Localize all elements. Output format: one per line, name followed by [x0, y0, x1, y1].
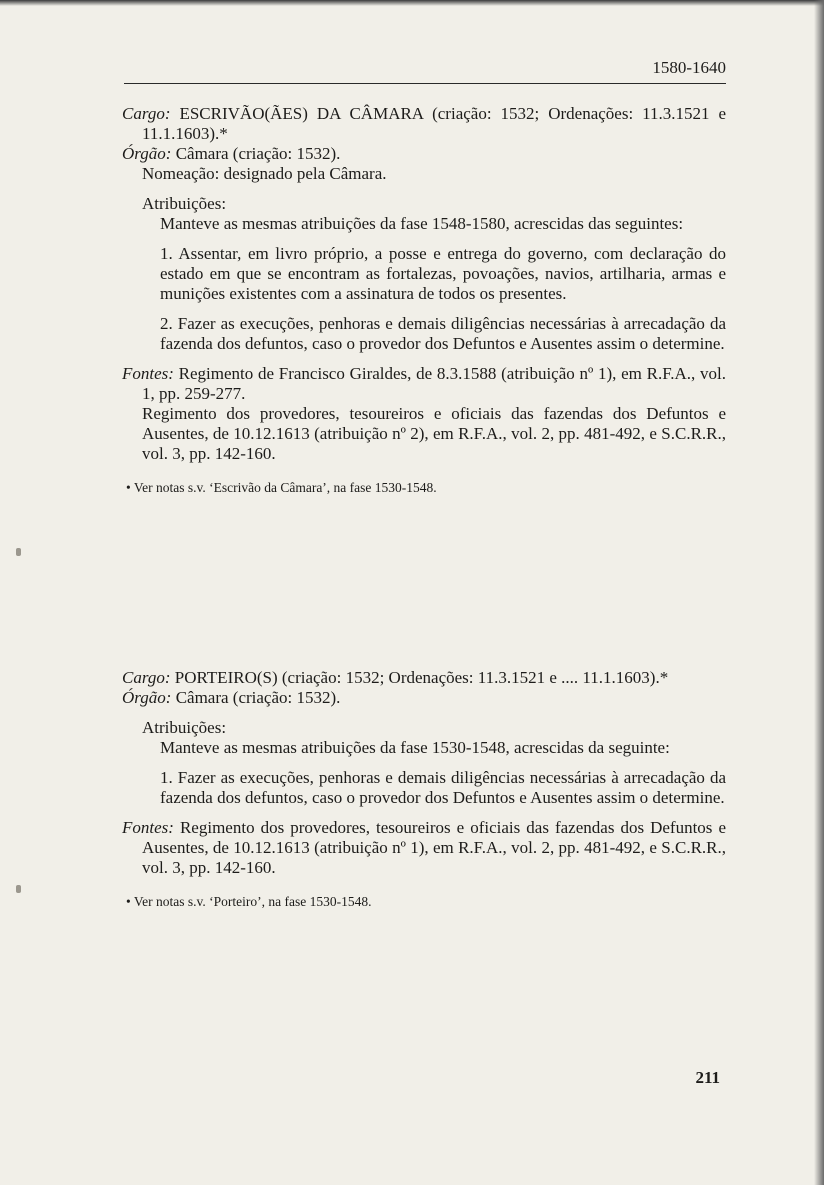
- nomeacao-line: Nomeação: designado pela Câmara.: [142, 164, 387, 183]
- scan-speck: [16, 548, 21, 556]
- atribuicoes-intro: Manteve as mesmas atribuições da fase 1548-1580, acrescidas das seguintes:: [160, 214, 684, 233]
- entry-porteiro: [122, 668, 726, 912]
- orgao-text: Câmara (criação: 1532).: [175, 688, 341, 707]
- atribuicoes-heading: Atribuições:: [142, 718, 227, 737]
- orgao-label: Órgão:: [122, 688, 172, 707]
- atribuicoes-intro: Manteve as mesmas atribuições da fase 1530-1548, acrescidas da seguinte:: [160, 738, 670, 757]
- atribuicao-item: 2. Fazer as execuções, penhoras e demais diligências necessárias à arrecadação da fazenda dos defuntos, caso o provedor dos Defuntos e Ausentes assim o determine.: [160, 314, 726, 353]
- cargo-text: PORTEIRO(S) (criação: 1532; Ordenações: 11.3.1521 e .... 11.1.1603).*: [174, 668, 669, 687]
- scan-speck: [16, 885, 21, 893]
- header-rule: [124, 83, 726, 84]
- cargo-label: Cargo:: [122, 104, 171, 123]
- footnote: [126, 478, 726, 498]
- footnote-marker: •: [126, 480, 131, 495]
- orgao-text: Câmara (criação: 1532).: [175, 144, 341, 163]
- atribuicao-item: 1. Assentar, em livro próprio, a posse e entrega do governo, com declaração do estado em que se encontram as fortalezas, povoações, navios, artilharia, armas e munições existentes com a assinatura de todos os presentes.: [160, 244, 726, 303]
- page-right-edge: [814, 0, 824, 1185]
- orgao-line: [122, 688, 726, 708]
- atribuicoes-heading: Atribuições:: [142, 194, 227, 213]
- footnote-text: Ver notas s.v. ‘Porteiro’, na fase 1530-1548.: [133, 894, 372, 909]
- fontes-text-2: Regimento dos provedores, tesoureiros e oficiais das fazendas dos Defuntos e Ausentes, de 10.12.1613 (atribuição nº 2), em R.F.A., vol. 2, pp. 481-492, e S.C.R.R., vol. 3, pp. 142-160.: [142, 404, 726, 463]
- entry-escrivao: [122, 104, 726, 498]
- cargo-line: [122, 668, 726, 688]
- cargo-text: ESCRIVÃO(ÃES) DA CÂMARA (criação: 1532; Ordenações: 11.3.1521 e 11.1.1603).*: [142, 104, 727, 143]
- page-top-edge: [0, 0, 824, 6]
- fontes-line: [122, 818, 726, 878]
- running-header-period: 1580-1640: [652, 58, 726, 77]
- atribuicao-item: 1. Fazer as execuções, penhoras e demais diligências necessárias à arrecadação da fazenda dos defuntos, caso o provedor dos Defuntos e Ausentes assim o determine.: [160, 768, 726, 807]
- fontes-text: Regimento de Francisco Giraldes, de 8.3.1588 (atribuição nº 1), em R.F.A., vol. 1, pp. 259-277.: [142, 364, 727, 403]
- fontes-label: Fontes:: [122, 364, 174, 383]
- cargo-label: Cargo:: [122, 668, 171, 687]
- orgao-label: Órgão:: [122, 144, 172, 163]
- cargo-line: [122, 104, 726, 144]
- footnote-text: Ver notas s.v. ‘Escrivão da Câmara’, na fase 1530-1548.: [133, 480, 437, 495]
- orgao-line: [122, 144, 726, 164]
- footnote: [126, 892, 726, 912]
- fontes-line: [122, 364, 726, 404]
- footnote-marker: •: [126, 894, 131, 909]
- page-number: 211: [695, 1068, 720, 1087]
- fontes-label: Fontes:: [122, 818, 174, 837]
- fontes-text: Regimento dos provedores, tesoureiros e oficiais das fazendas dos Defuntos e Ausentes, de 10.12.1613 (atribuição nº 1), em R.F.A., vol. 2, pp. 481-492, e S.C.R.R., vol. 3, pp. 142-160.: [142, 818, 726, 877]
